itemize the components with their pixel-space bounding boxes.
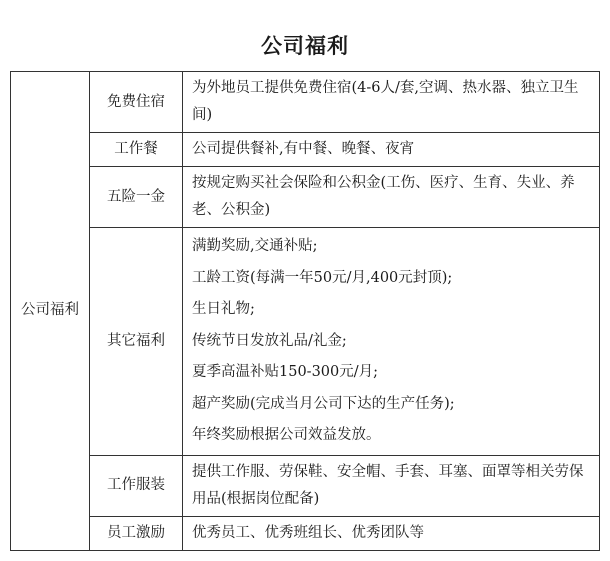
category-free-housing: 免费住宿 [90,72,183,133]
table-row [11,72,600,133]
benefits-table [10,71,600,551]
benefit-line: 满勤奖励,交通补贴; [192,238,318,254]
detail-work-clothing: 提供工作服、劳保鞋、安全帽、手套、耳塞、面罩等相关劳保用品(根据岗位配备) [183,455,600,516]
detail-work-meals: 公司提供餐补,有中餐、晚餐、夜宵 [183,133,600,167]
category-work-clothing: 工作服装 [90,455,183,516]
page-title: 公司福利 [261,34,349,58]
benefit-line: 生日礼物; [192,301,255,317]
detail-employee-incentives: 优秀员工、优秀班组长、优秀团队等 [183,516,600,550]
table-row [11,516,600,550]
benefit-line: 工龄工资(每满一年50元/月,400元封顶); [192,269,453,286]
detail-social-insurance: 按规定购买社会保险和公积金(工伤、医疗、生育、失业、养老、公积金) [183,167,600,228]
category-employee-incentives: 员工激励 [90,516,183,550]
category-social-insurance: 五险一金 [90,167,183,228]
category-work-meals: 工作餐 [90,133,183,167]
benefit-line: 夏季高温补贴150-300元/月; [192,364,379,380]
benefit-line: 传统节日发放礼品/礼金; [192,332,347,349]
detail-free-housing: 为外地员工提供免费住宿(4-6人/套,空调、热水器、独立卫生间) [183,72,600,133]
group-label: 公司福利 [11,72,90,551]
benefit-line: 超产奖励(完成当月公司下达的生产任务); [192,395,455,412]
table-row [11,133,600,167]
category-other-benefits: 其它福利 [90,228,183,456]
table-row [11,228,600,456]
detail-other-benefits [183,228,600,456]
benefit-line: 年终奖励根据公司效益发放。 [192,427,381,443]
table-row [11,167,600,228]
table-row [11,455,600,516]
